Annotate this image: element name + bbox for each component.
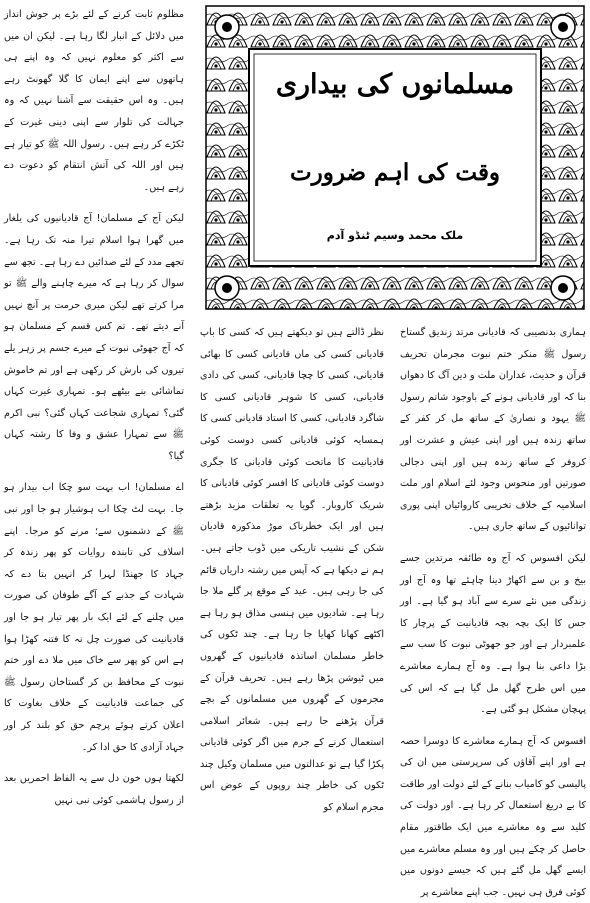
paragraph: مظلوم ثابت کرنے کے لئے بڑے پر جوش انداز میں دلائل کے انبار لگا رہا ہے۔ لیکن ان میں سے اکثر کو معلوم نہیں کہ وہ اپنے ہی ہاتھوں سے اپنے ایمان کا گلا گھونٹ رہے ہیں۔ وہ اس حقیقت سے آشنا نہیں کہ وہ جہالت کی تلوار سے اپنی دینی غیرت کے ٹکڑے کر رہے ہیں۔ رسول اللہ ﷺ کو تیار ہے ہیں اور اللہ کی آتش انتقام کو دعوت دے رہے ہیں۔ [4,9,184,193]
paragraph: افسوس کہ آج ہمارے معاشرے کا دوسرا حصہ ہے اور اپنے آقاؤں کی سرپرستی میں ان کی پالیسی کو کامیاب بنانے کے لئے دولت اور طاقت کا بے دریغ استعمال کر رہا ہے۔ اور دولت کی کلید سے وہ معاشرے میں ایک طاقتور مقام حاصل کر چکے ہیں اور وہ مسلم معاشرے میں ایسے گھل مل گئے ہیں کہ جیسے دونوں میں کوئی فرق ہی نہیں۔ جب اپنے معاشرے پر [400,735,586,898]
author-byline: ملک محمد وسیم ٹنڈو آدم [326,229,464,242]
article-column-bottom-right [400,322,586,898]
paragraph: اے مسلمان! اب بہت سو چکا اب بیدار ہو جا۔ بہت لٹ چکا اب ہوشیار ہو جا اور نبی ﷺ کے دشمنوں سے؛ مرنے کو مرجا۔ اپنے اسلاف کی تابندہ روایات کو پھر زندہ کر جہاد کا جھنڈا لہرا کر انہیں بتا دے کہ شہادت کے جذبے کے آگے طوفان کی صورت میں چلنے کے لئے ایک بار پھر تیار ہو جا اور قادیانیت کی صورت چل نہ کا فتنہ کھڑا ہوا ہے اس کو پھر سے خاک میں ملا دے اور ختم نبوت کے محافظ بن کر گستاخان رسول ﷺ کی جماعت قادیانیت کے خلاف بغاوت کا اعلان کرتے ہوئے پرچم حق کو بلند کر اور جہاد آزادی کا حق ادا کر۔ [4,482,184,753]
article-subtitle: وقت کی اہم ضرورت [289,159,501,186]
paragraph: لیکن افسوس کہ آج وہ طائفہ مرتدین جسے بیخ و بن سے اکھاڑ دینا چاہئے تھا وہ آج اور زندگی میں نئے سرے سے آباد ہو گیا ہے۔ اور جس کا ایک بچہ بچہ قادیانیت کے پرچار کا علمبردار ہے اور جو جھوٹی نبوت کا سب سے بڑا داعی بنا ہوا ہے۔ وہ آج ہمارے معاشرے میں اس طرح گھل مل گیا ہے کہ اس کی پہچان مشکل ہو گئی ہے۔ [400,552,586,716]
article-column-top-left [4,4,184,806]
title-panel [260,57,530,257]
paragraph: لیکن آج کے مسلمان! آج قادیانیوں کی یلغار میں گھرا ہوا اسلام تیرا منہ تک رہا ہے۔ تجھے مدد کے لئے صدائیں دے رہا ہے۔ تجھ سے سوال کر رہا ہے کہ میرے چاہنے والے ﷺ تو مرا کرتے تھے لیکن میری حرمت پر آنچ نہیں آنے دیتے تھے۔ تم کس قسم کے مسلمان ہو کہ آج جھوٹی نبوت کے میرے جسم پر زہر یلے تیروں کی بارش کر رکھی ہے اور تم خاموش تماشائی بنے بیٹھے ہو۔ تمہاری غیرت کہاں گئی؟ تمہاری شجاعت کہاں گئی؟ نبی اکرم ﷺ سے تمہارا عشق و وفا کا رشتہ کہاں گیا؟ [4,213,184,462]
paragraph: نظر ڈالتے ہیں تو دیکھتے ہیں کہ کسی کا باپ قادیانی کسی کی ماں قادیانی کسی کا بھائی قادیانی، کسی کا چچا قادیانی، کسی کی دادی قادیانی، کسی کا شوہر قادیانی کسی کا شاگرد قادیانی، کسی کا استاد قادیانی کسی کا ہمسایہ کوئی قادیانی کسی دوست کوئی قادیانیت کا ماتحت کوئی قادیانی کا جگری دوست کوئی قادیانی کا افسر کوئی قادیانی کا شریک کاروبار۔ گویا یہ تعلقات مزید بڑھتے ہیں اور ایک خطرناک موڑ مذکورہ قادیان شکن کے نشیب تاریکی میں ڈوب جاتے ہیں۔ ہم نے دیکھا ہے کہ آپس میں رشتہ داریاں قائم کی جا رہی ہیں۔ عید کے موقع پر گلے ملا جا رہا ہے۔ شادیوں میں ہنسی مذاق ہو رہا ہے اکٹھے کھانا کھایا جا رہا ہے۔ چند ٹکوں کی خاطر مسلمان اساتذہ قادیانیوں کے گھروں میں ٹیوشن پڑھا رہے ہیں۔ تحریف قرآن کے مجرموں کے گھروں میں مسلمانوں کے بچے قرآن پڑھنے جا رہے ہیں۔ شعائر اسلامی استعمال کرنے کے جرم میں اگر کوئی قادیانی پکڑا گیا ہے تو عدالتوں میں مسلمان وکیل چند ٹکوں کی خاطر چند روپوں کے عوض اس مجرم اسلام کو [200,327,384,814]
closing-couplet: لکھتا ہوں خون دل سے یہ الفاظ احمریں بعد از رسول ہاشمی کوئی نبی نہیں [4,773,184,806]
paragraph: ہماری بدنصیبی کہ قادیانی مرتد زندیق گستاخ رسول ﷺ منکر ختم نبوت مجرمان تحریف قرآن و حدیث، غداران ملت و دین آگ کا دھواں بنا کہ اور قادیانی ہونے کے باوجود شاتم رسول ﷺ یہود و نصاریٰ کے ساتھ مل کر کفر کے ساتھ زندہ ہیں اور اپنی عیش و عشرت اور کروفر کے ساتھ زندہ ہیں اور اپنی دجالی صورتیں اور منحوس وجود لئے اسلام اور ملت اسلامیہ کے خلاف تخریبی کاروائیاں اپنی پوری توانائیوں کے ساتھ جاری ہیں۔ [400,327,586,533]
article-title: مسلمانوں کی بیداری [275,69,515,100]
title-frame [205,5,585,310]
article-column-bottom-middle [200,322,384,814]
